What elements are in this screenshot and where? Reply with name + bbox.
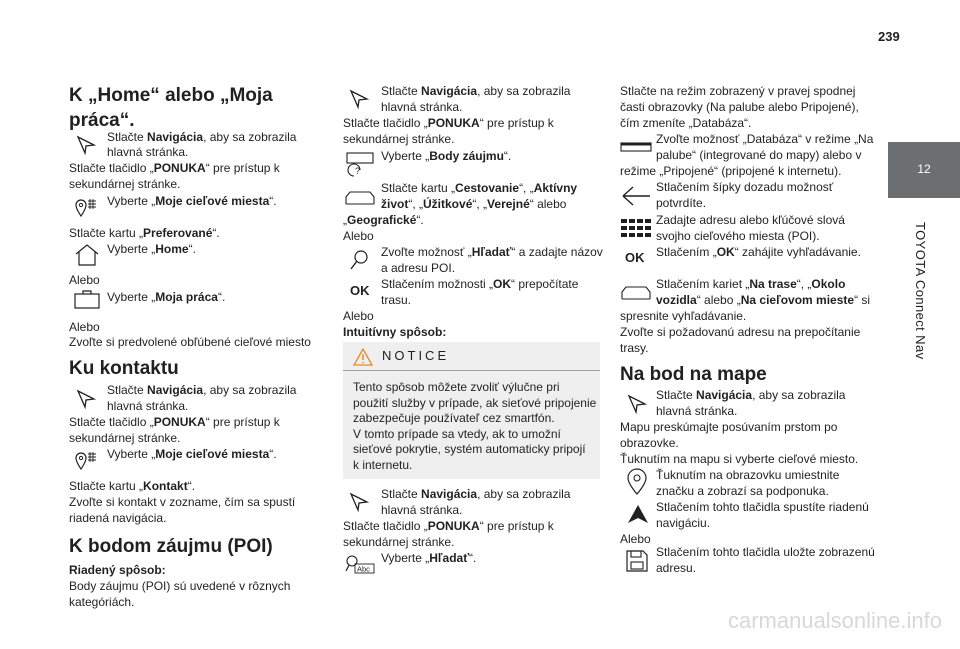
t-bold: PONUKA (427, 519, 480, 533)
notice-line: V tomto prípade sa vtedy, ak to umožní (353, 426, 561, 441)
destinations-icon (73, 195, 99, 221)
step-menu-2: sekundárnej stránke. (69, 177, 181, 191)
t-bold: Navigácia (421, 84, 478, 98)
search-text-icon (344, 553, 376, 575)
intuitive-mode-label: Intuitívny spôsob: (343, 325, 447, 339)
map-pin-icon (624, 468, 650, 496)
t: Stlačte tlačidlo „ (69, 415, 154, 429)
guided-mode-label: Riadený spôsob: (69, 563, 166, 577)
poi-text: Body záujmu (POI) sú uvedené v rôznych (69, 579, 291, 593)
select-addr: Zvoľte si požadovanú adresu na prepočítanie (620, 325, 861, 339)
t: Stlačte (381, 84, 422, 98)
step-nav (381, 487, 570, 501)
t-bold: Verejné (487, 197, 530, 211)
or-text-2: Alebo (69, 320, 100, 334)
t: , aby sa zobrazila (752, 388, 846, 402)
t: Vyberte „ (381, 551, 430, 565)
t: Vyberte „ (107, 194, 156, 208)
navigation-icon (75, 388, 97, 410)
db-text-2: palube“ (integrované do mapy) alebo v (656, 148, 862, 162)
save-text: Stlačením tohto tlačidla uložte zobrazenú (656, 545, 875, 559)
heading-line: K „Home“ alebo „Moja (69, 85, 273, 106)
t-bold: Home (155, 242, 189, 256)
t: “. (212, 226, 220, 240)
heading-contact: Ku kontaktu (69, 358, 179, 379)
tap-text-2: Ťuknutím na obrazovku umiestnite (656, 468, 840, 482)
poi-text-2: kategóriách. (69, 595, 135, 609)
t: Stlačte tlačidlo „ (343, 116, 428, 130)
step-tabs-3: spresnite vyhľadávanie. (620, 309, 747, 323)
step-tabs-2 (656, 293, 870, 307)
t-bold: OK (493, 277, 512, 291)
navigation-icon (348, 491, 370, 513)
t-bold: Na cieľovom mieste (740, 293, 855, 307)
t: Stlačte kartu „ (69, 226, 144, 240)
t: , aby sa zobrazila (203, 130, 297, 144)
step-nav (107, 130, 296, 144)
t: Stlačte (656, 388, 697, 402)
t: Zvoľte možnosť „ (381, 245, 472, 259)
step-ok (381, 277, 578, 291)
t: Stlačte tlačidlo „ (343, 519, 428, 533)
select-addr-2: trasy. (620, 341, 649, 355)
t-bold: Aktívny (533, 181, 578, 195)
step-search-2: a adresu POI. (381, 261, 456, 275)
step-nav (107, 383, 296, 397)
notice-line: Tento spôsob môžete zvoliť výlučne pri (353, 380, 560, 394)
notice-title: NOTICE (382, 348, 450, 363)
or-text: Alebo (620, 532, 651, 546)
go-text: Stlačením tohto tlačidla spustíte riadenú (656, 500, 869, 514)
t: Stlačením kariet „ (656, 277, 750, 291)
t: “. (416, 213, 424, 227)
t-bold: Cestovanie (455, 181, 520, 195)
t: “. (187, 479, 196, 493)
notice-line: k internetu. (353, 457, 413, 472)
t: Stlačte (107, 130, 148, 144)
back-text-2: potvrdíte. (656, 196, 707, 210)
navigation-icon (348, 88, 370, 110)
explore-text-2: obrazovke. (620, 436, 679, 450)
step-nav (381, 84, 570, 98)
or-text-2: Alebo (343, 309, 374, 323)
go-text-2: navigáciu. (656, 516, 711, 530)
t: “ pre prístup k (205, 415, 280, 429)
t-bold: Hľadať (429, 551, 469, 565)
step-nav-2: hlavná stránka. (107, 145, 189, 159)
t: “, „ (408, 197, 424, 211)
t-bold: Úžitkové (423, 197, 473, 211)
t: Stlačte kartu „ (69, 479, 144, 493)
t: Stlačte kartu „ (381, 181, 456, 195)
step-nav-2: hlavná stránka. (107, 399, 189, 413)
t: „ (343, 213, 347, 227)
t: Stlačte (107, 383, 148, 397)
t: Stlačením možnosti „ (381, 277, 494, 291)
step-contact-tab (69, 479, 195, 493)
t: Vyberte „ (381, 149, 430, 163)
navigation-icon (75, 134, 97, 156)
db-text: Zvoľte možnosť „Databáza“ v režime „Na (656, 132, 874, 146)
notice-line: sieťové pokrytie, systém automaticky pripojí (353, 442, 586, 456)
t-bold: Okolo (811, 277, 846, 291)
notice-header (343, 342, 600, 371)
save-text-2: adresu. (656, 561, 697, 575)
db-text-3: režime „Pripojené“ (pripojené k internetu). (620, 164, 842, 178)
step-menu (343, 116, 554, 130)
t: , aby sa zobrazila (477, 487, 571, 501)
ok-icon: OK (625, 250, 645, 265)
mode-text-3: čím zmeníte „Databáza“. (620, 116, 752, 130)
magnifier-icon (348, 248, 372, 272)
database-toggle-icon (620, 140, 652, 154)
start-navigation-icon (626, 503, 650, 525)
t-bold: Na trase (749, 277, 797, 291)
step-menu (343, 519, 554, 533)
notice-body (353, 380, 598, 473)
addr-text: Zadajte adresu alebo kľúčové slová (656, 213, 845, 227)
step-search (381, 245, 603, 259)
t: , aby sa zobrazila (203, 383, 297, 397)
t: “, „ (472, 197, 488, 211)
t-bold: PONUKA (427, 116, 480, 130)
heading-poi: K bodom záujmu (POI) (69, 536, 273, 557)
step-ok-2: trasu. (381, 293, 412, 307)
t: “, „ (796, 277, 812, 291)
heading-map-point: Na bod na mape (620, 364, 767, 385)
ok-icon: OK (350, 283, 370, 298)
explore-text: Mapu preskúmajte posúvaním prstom po (620, 420, 838, 434)
t: “ pre prístup k (479, 116, 554, 130)
step-menu (69, 161, 280, 175)
heading-home-work (69, 84, 273, 108)
step-choose-contact-2: riadená navigácia. (69, 511, 167, 525)
t-bold: Preferované (143, 226, 213, 240)
step-nav (656, 388, 845, 402)
notice-line: použití služby v prípade, ak sieťové pripojenie (353, 395, 597, 410)
step-tabs (381, 181, 577, 195)
t: , aby sa zobrazila (477, 84, 571, 98)
step-fav: Zvoľte si predvolené obľúbené cieľové miesto (69, 335, 311, 349)
destinations-icon (73, 448, 99, 474)
side-title-text: TOYOTA Connect Nav (913, 222, 928, 360)
warning-icon (353, 348, 373, 366)
step-nav-2: hlavná stránka. (381, 100, 463, 114)
t: Stlačením „ (656, 245, 717, 259)
step-tabs-2 (381, 197, 566, 211)
back-arrow-icon (620, 184, 652, 208)
mode-text-2: časti obrazovky (Na palube alebo Pripojené), (620, 100, 859, 114)
t: “. (188, 242, 196, 256)
addr-text-2: svojho cieľového miesta (POI). (656, 229, 820, 243)
watermark: carmanualsonline.info (727, 608, 942, 633)
t-bold: Navigácia (696, 388, 753, 402)
chapter-tab: 12 (888, 142, 960, 198)
t-bold: Moje cieľové miesta (155, 194, 270, 208)
save-icon (624, 548, 650, 574)
step-poi (381, 149, 511, 163)
step-work (107, 290, 225, 304)
t-bold: Navigácia (147, 383, 204, 397)
step-home (107, 242, 196, 256)
step-pref (69, 226, 220, 240)
t-bold: Navigácia (147, 130, 204, 144)
t-bold: PONUKA (153, 415, 206, 429)
or-text: Alebo (343, 229, 374, 243)
page-number: 239 (878, 29, 900, 44)
notice-box (343, 342, 600, 479)
keyboard-icon (620, 217, 652, 239)
notice-line: zabezpečuje používateľ cez smartfón. (353, 411, 555, 425)
t-bold: Moja práca (155, 290, 218, 304)
t-bold: OK (716, 245, 735, 259)
t: “ pre prístup k (479, 519, 554, 533)
t-bold: Body záujmu (429, 149, 504, 163)
t: “ zahájite vyhľadávanie. (734, 245, 861, 259)
t: “. (269, 194, 277, 208)
mode-text: Stlačte na režim zobrazený v pravej spodnej (620, 84, 856, 98)
tabs-icon (344, 188, 376, 206)
t: Stlačte (381, 487, 422, 501)
abc-label: Abc (357, 564, 370, 574)
step-tabs-3 (343, 213, 424, 227)
step-nav-2: hlavná stránka. (381, 503, 463, 517)
tap-text: Ťuknutím na mapu si vyberte cieľové miesto. (620, 452, 859, 466)
t-bold: Kontakt (143, 479, 188, 493)
t-bold: Hľadať (471, 245, 512, 259)
step-menu (69, 415, 280, 429)
briefcase-icon (72, 288, 102, 310)
step-menu-2: sekundárnej stránke. (343, 132, 455, 146)
tabs-icon (620, 283, 652, 301)
home-icon (72, 242, 102, 268)
step-ok (656, 245, 861, 259)
step-menu-2: sekundárnej stránke. (69, 431, 181, 445)
t-bold: Moje cieľové miesta (155, 447, 270, 461)
step-dest (107, 194, 277, 208)
or-text: Alebo (69, 273, 100, 287)
step-choose-contact: Zvoľte si kontakt v zozname, čím sa spustí (69, 495, 296, 509)
side-title (911, 222, 931, 402)
t: “ si (854, 293, 871, 307)
t-bold: vozidla (656, 293, 697, 307)
t: “ pre prístup k (205, 161, 280, 175)
t: “ alebo „ (696, 293, 741, 307)
t: “. (269, 447, 277, 461)
tap-text-3: značku a zobrazí sa podponuka. (656, 484, 829, 498)
step-nav-2: hlavná stránka. (656, 404, 738, 418)
t: “. (503, 149, 512, 163)
t: “ prepočítate (511, 277, 579, 291)
poi-icon (344, 150, 376, 178)
t: “ alebo (529, 197, 567, 211)
step-tabs (656, 277, 845, 291)
svg-text:?: ? (355, 166, 361, 176)
t: “. (217, 290, 226, 304)
step-menu-2: sekundárnej stránke. (343, 535, 455, 549)
t: Vyberte „ (107, 242, 156, 256)
t: Vyberte „ (107, 447, 156, 461)
t-bold: PONUKA (153, 161, 206, 175)
t: “. (468, 551, 477, 565)
t: “, „ (519, 181, 534, 195)
t: Stlačte tlačidlo „ (69, 161, 154, 175)
t: “ a zadajte názov (511, 245, 603, 259)
t-bold: život (381, 197, 409, 211)
back-text: Stlačením šípky dozadu možnosť (656, 180, 834, 194)
navigation-icon (626, 393, 648, 415)
heading-line: práca“. (69, 110, 135, 131)
step-hladat (381, 551, 476, 565)
t-bold: Geografické (347, 213, 417, 227)
t-bold: Navigácia (421, 487, 478, 501)
step-dest (107, 447, 277, 461)
t: Vyberte „ (107, 290, 156, 304)
